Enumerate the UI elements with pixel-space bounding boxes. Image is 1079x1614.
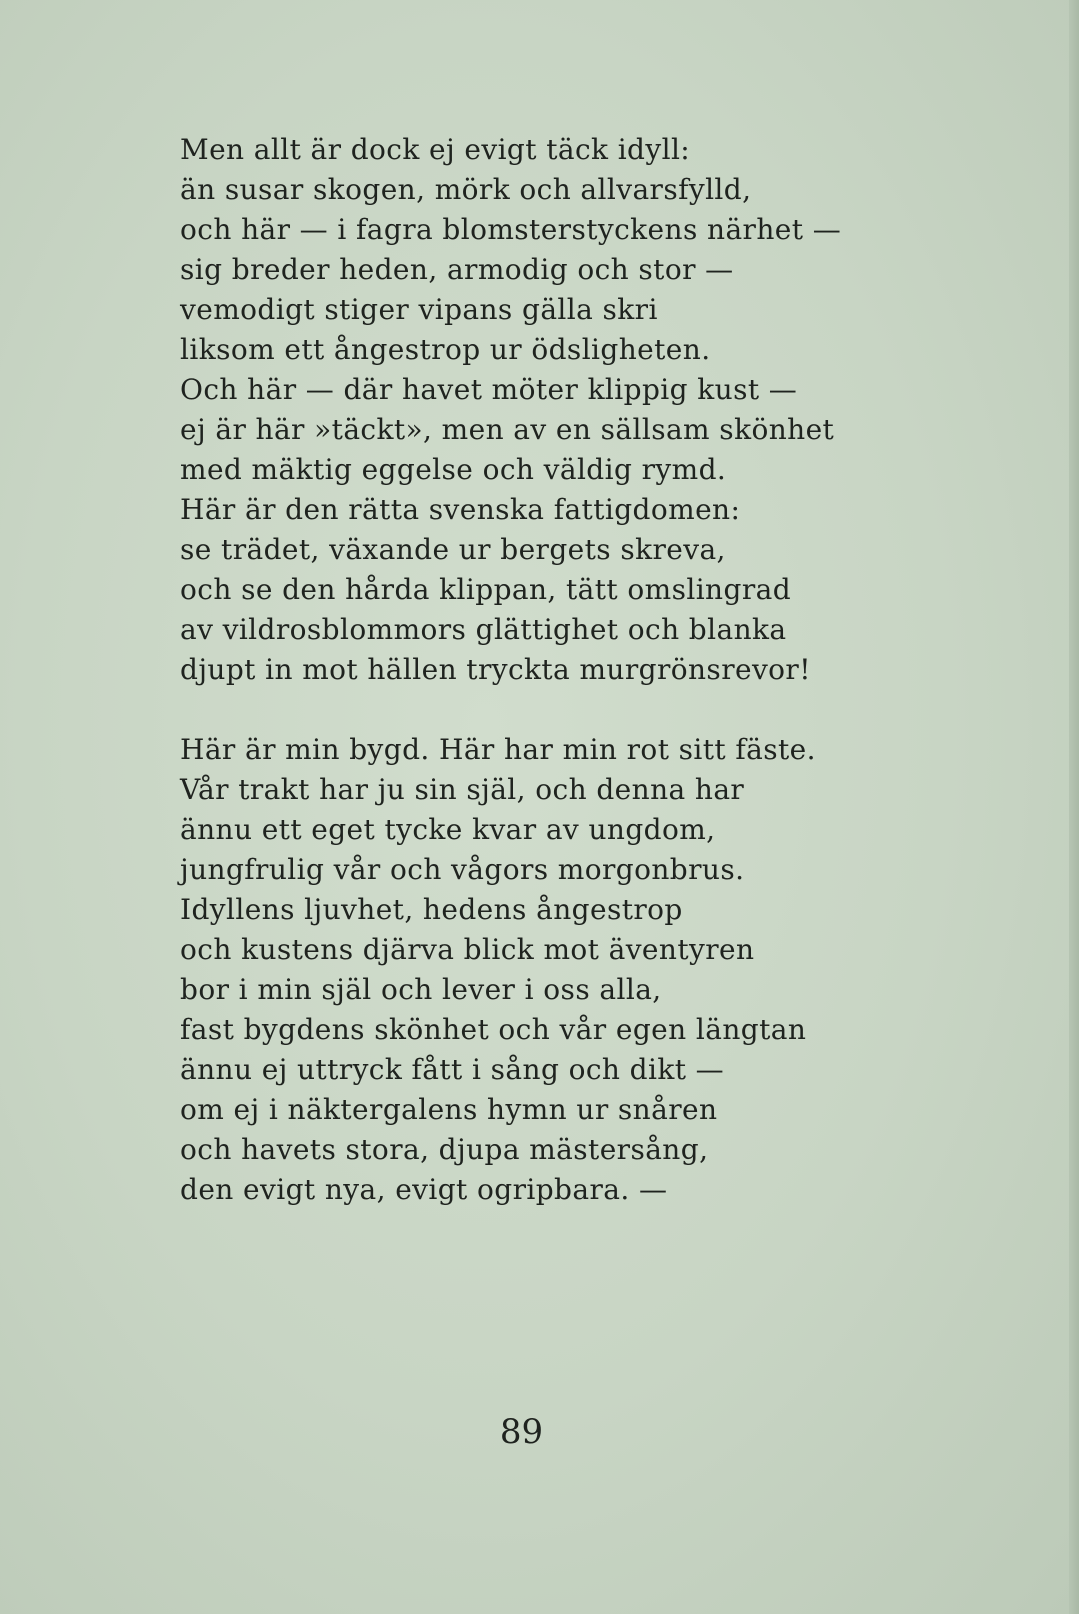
poem-line: och här — i fagra blomsterstyckens närhet —: [180, 213, 842, 246]
poem-line: av vildrosblommors glättighet och blanka: [180, 613, 787, 646]
poem-line: med mäktig eggelse och väldig rymd.: [180, 453, 727, 486]
poem-line: jungfrulig vår och vågors morgonbrus.: [180, 853, 745, 886]
stanza-2: [180, 730, 860, 1210]
poem-line: och kustens djärva blick mot äventyren: [180, 933, 755, 966]
poem-line: ännu ej uttryck fått i sång och dikt —: [180, 1053, 725, 1086]
poem-line: Här är min bygd. Här har min rot sitt fäste.: [180, 733, 816, 766]
poem-line: ännu ett eget tycke kvar av ungdom,: [180, 813, 716, 846]
poem-line: se trädet, växande ur bergets skreva,: [180, 533, 726, 566]
poem-line: Vår trakt har ju sin själ, och denna har: [180, 773, 745, 806]
page-edge: [1069, 0, 1079, 1614]
poem-line: Här är den rätta svenska fattigdomen:: [180, 493, 741, 526]
poem-line: om ej i näktergalens hymn ur snåren: [180, 1093, 718, 1126]
poem-line: och havets stora, djupa mästersång,: [180, 1133, 709, 1166]
poem-line: liksom ett ångestrop ur ödsligheten.: [180, 333, 711, 366]
poem-line: den evigt nya, evigt ogripbara. —: [180, 1173, 668, 1206]
poem-line: djupt in mot hällen tryckta murgrönsrevor!: [180, 653, 811, 686]
page-number: 89: [499, 1412, 544, 1452]
poem-line: än susar skogen, mörk och allvarsfylld,: [180, 173, 752, 206]
poem-line: Idyllens ljuvhet, hedens ångestrop: [180, 893, 683, 926]
poem-line: vemodigt stiger vipans gälla skri: [180, 293, 658, 326]
poem-line: Men allt är dock ej evigt täck idyll:: [180, 133, 691, 166]
poem-line: fast bygdens skönhet och vår egen längtan: [180, 1013, 807, 1046]
poem-line: sig breder heden, armodig och stor —: [180, 253, 734, 286]
poem-line: Och här — där havet möter klippig kust —: [180, 373, 798, 406]
stanza-1: [180, 130, 860, 690]
poem-line: och se den hårda klippan, tätt omslingrad: [180, 573, 792, 606]
poem-text: [180, 130, 860, 1210]
poem-line: bor i min själ och lever i oss alla,: [180, 973, 662, 1006]
poem-line: ej är här »täckt», men av en sällsam skönhet: [180, 413, 835, 446]
